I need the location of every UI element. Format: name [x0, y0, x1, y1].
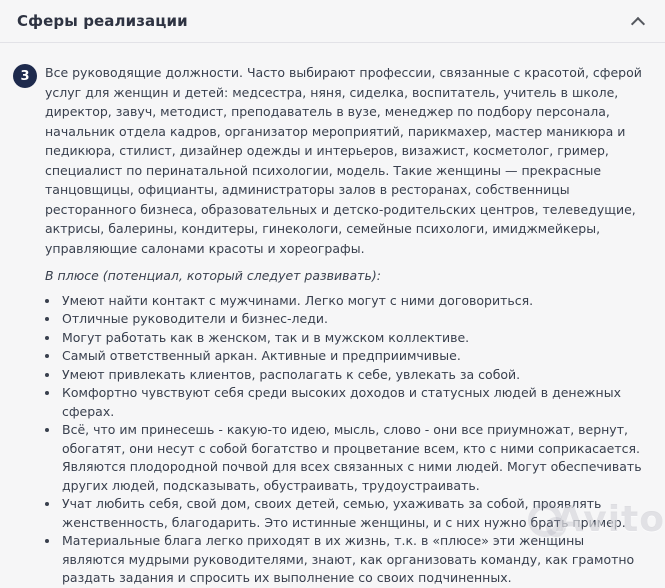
number-badge: 3 — [13, 64, 37, 88]
list-item: • Материальные блага легко приходят в их жизнь, т.к. в «плюсе» эти женщины являются мудрыми руководителями, знают, как организовать команду, как грамотно раздать задания и спросить их выполнение со своих подчиненных. — [60, 532, 645, 588]
list-item: • Отличные руководители и бизнес-леди. — [60, 310, 645, 329]
chevron-up-icon[interactable] — [631, 17, 645, 31]
section-header[interactable] — [0, 0, 665, 43]
list-item: • Всё, что им принесешь - какую-то идею, мысль, слово - они все приумножат, вернут, обогатят, они несут с собой богатство и процветание всем, кто с ними соприкасается. Являются плодородной почвой для всех связанных с ними людей. Могут обеспечивать других людей, подсказывать, обустраивать, трудоустраивать. — [60, 421, 645, 495]
list-item: • Комфортно чувствуют себя среди высоких доходов и статусных людей в денежных сферах. — [60, 384, 645, 421]
list-item: • Самый ответственный аркан. Активные и предприимчивые. — [60, 347, 645, 366]
list-item: • Могут работать как в женском, так и в мужском коллективе. — [60, 329, 645, 348]
plus-subheading: В плюсе (потенциал, который следует развивать): — [45, 268, 381, 283]
list-item: • Умеют найти контакт с мужчинами. Легко могут с ними договориться. — [60, 292, 645, 311]
list-item: • Умеют привлекать клиентов, располагать к себе, увлекать за собой. — [60, 366, 645, 385]
page-title: Сферы реализации — [17, 12, 188, 30]
professions-paragraph: Все руководящие должности. Часто выбирают профессии, связанные с красотой, сферой услуг для женщин и детей: медсестра, няня, сиделка, воспитатель, учитель в школе, директор, завуч, методист, преподаватель в вузе, менеджер по подбору персонала, начальник отдела кадров, организатор мероприятий, парикмахер, мастер маникюра и педикюра, стилист, дизайнер одежды и интерьеров, визажист, косметолог, гример, специалист по перинатальной психологии, модель. Такие женщины — прекрасные танцовщицы, официанты, администраторы залов в ресторанах, собственницы ресторанного бизнеса, образовательных и детско-родительских центров, телеведущие, актрисы, балерины, кондитеры, гинекологи, семейные психологи, имиджмейкеры, управляющие салонами красоты и хореографы. — [45, 65, 642, 256]
section-body — [45, 63, 645, 588]
watermark-text: Avito — [555, 499, 665, 540]
plus-bullet-list — [45, 292, 645, 588]
numbered-section — [13, 63, 645, 588]
list-item: • Учат любить себя, свой дом, своих детей, семью, ухаживать за собой, проявлять женственность, благодарить. Это истинные женщины, и с них нужно брать пример. — [60, 495, 645, 532]
